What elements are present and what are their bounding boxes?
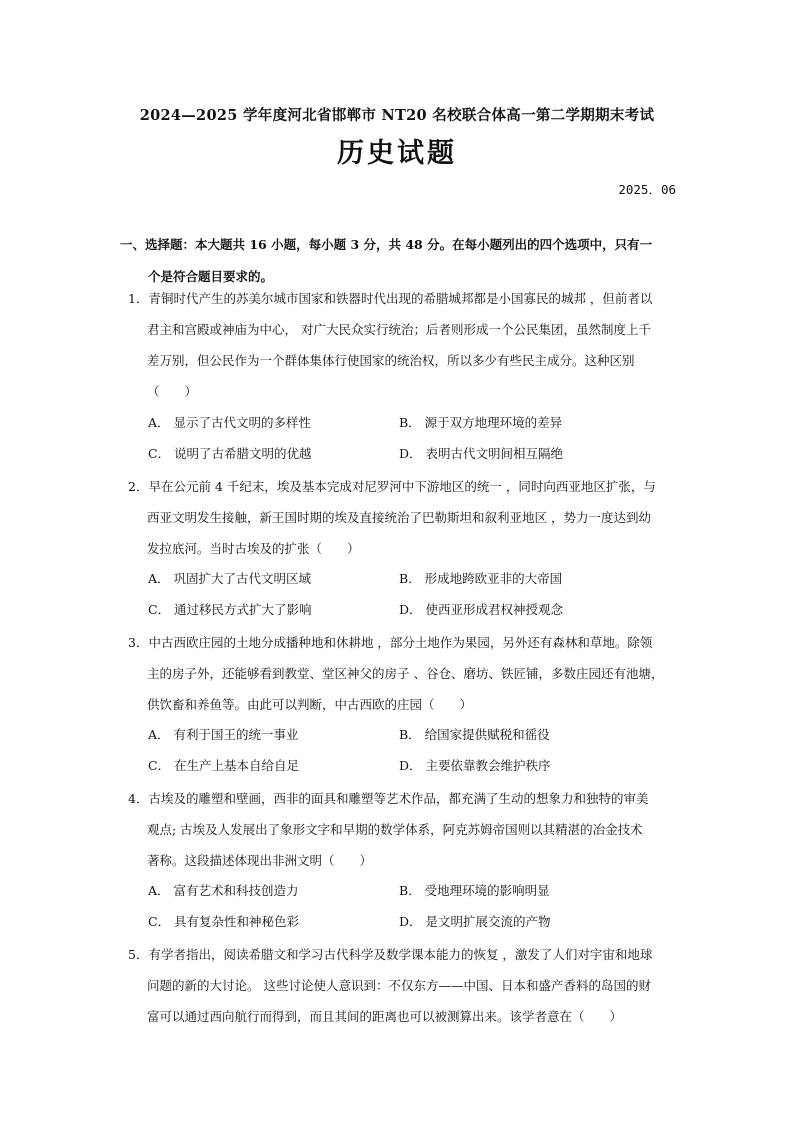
question-number: 5．	[128, 947, 149, 962]
question-3	[128, 627, 678, 720]
question-text-line: 古埃及的雕塑和壁画，西非的面具和雕塑等艺术作品，都充满了生动的想象力和独特的审美	[148, 791, 649, 806]
question-text-line: 问题的新的大讨论。 这些讨论使人意识到：不仅东方——中国、日本和盛产香料的岛国的财	[147, 978, 651, 993]
option-d: D． 使西亚形成君权神授观念	[399, 602, 563, 617]
option-c: C． 在生产上基本自给自足	[148, 758, 300, 773]
option-a: A． 有利于国王的统一事业	[148, 727, 299, 742]
option-d: D． 是文明扩展交流的产物	[399, 914, 551, 929]
option-b: B． 给国家提供赋税和徭役	[399, 727, 550, 742]
question-number: 1．	[128, 291, 149, 306]
option-b: B． 形成地跨欧亚非的大帝国	[399, 571, 563, 586]
section-heading-line: 个是符合题目要求的。	[148, 269, 274, 284]
option-d: D． 表明古代文明间相互隔绝	[399, 446, 563, 461]
question-text-line: 青铜时代产生的苏美尔城市国家和铁器时代出现的希腊城邦都是小国寡民的城邦 ，但前者以	[148, 291, 653, 306]
subject-title: 历史试题	[337, 138, 457, 169]
option-c: C． 通过移民方式扩大了影响	[148, 602, 312, 617]
exam-title: 2024—2025 学年度河北省邯郸市 NT20 名校联合体高一第二学期期末考试	[139, 107, 655, 124]
question-text-line: 供饮畜和养鱼等。由此可以判断，中古西欧的庄园（ ）	[147, 697, 473, 712]
question-2-options	[148, 563, 678, 625]
question-text-line: 主的房子外，还能够看到教堂、堂区神父的房子 、谷仓、磨坊、铁匠铺，多数庄园还有池塘，	[147, 666, 664, 681]
option-c: C． 说明了古希腊文明的优越	[148, 446, 312, 461]
question-text-line: 发拉底河。当时古埃及的扩张（ ）	[147, 541, 360, 556]
option-b: B． 受地理环境的影响明显	[399, 883, 550, 898]
question-text-line: 君主和宫殿或神庙为中心， 对广大民众实行统治；后者则形成一个公民集团，虽然制度上千	[147, 322, 651, 337]
question-text-line: 有学者指出，阅读希腊文和学习古代科学及数学课本能力的恢复 ，激发了人们对宇宙和地球	[148, 947, 653, 962]
question-text-line: 富可以通过西向航行而得到，而且其间的距离也可以被测算出来。该学者意在（ ）	[147, 1009, 623, 1024]
question-1	[128, 283, 678, 407]
option-c: C． 具有复杂性和神秘色彩	[148, 914, 300, 929]
question-4	[128, 783, 678, 876]
question-text-line: 差万别，但公民作为一个群体集体行使国家的统治权，所以多少有些民主成分。这种区别	[147, 353, 635, 368]
question-1-options	[148, 407, 678, 469]
question-text-line: 早在公元前 4 千纪末，埃及基本完成对尼罗河中下游地区的统一 ，同时向西亚地区扩张，与	[148, 479, 656, 494]
option-b: B． 源于双方地理环境的差异	[399, 415, 563, 430]
question-text-line: （ ）	[147, 384, 198, 399]
option-a: A． 显示了古代文明的多样性	[148, 415, 312, 430]
question-4-options	[148, 875, 678, 937]
section-heading-line: 一、选择题：本大题共 16 小题，每小题 3 分，共 48 分。在每小题列出的四个选项中，只有一	[120, 237, 653, 252]
question-3-options	[148, 719, 678, 781]
option-a: A． 富有艺术和科技创造力	[148, 883, 299, 898]
question-text-line: 著称。这段描述体现出非洲文明（ ）	[147, 853, 373, 868]
question-text-line: 中古西欧庄园的土地分成播种地和休耕地 ，部分土地作为果园，另外还有森林和草地。除领	[148, 635, 653, 650]
option-a: A． 巩固扩大了古代文明区域	[148, 571, 312, 586]
question-number: 4．	[128, 791, 149, 806]
option-d: D． 主要依靠教会维护秩序	[399, 758, 551, 773]
question-text-line: 观点; 古埃及人发展出了象形文字和早期的数学体系，阿克苏姆帝国则以其精湛的冶金技术	[147, 822, 643, 837]
question-number: 2．	[128, 479, 149, 494]
question-5	[128, 939, 678, 1032]
exam-date: 2025．06	[618, 182, 676, 197]
question-text-line: 西亚文明发生接触，新王国时期的埃及直接统治了巴勒斯坦和叙利亚地区 ，势力一度达到幼	[147, 510, 651, 525]
question-2	[128, 471, 678, 564]
question-number: 3．	[128, 635, 149, 650]
